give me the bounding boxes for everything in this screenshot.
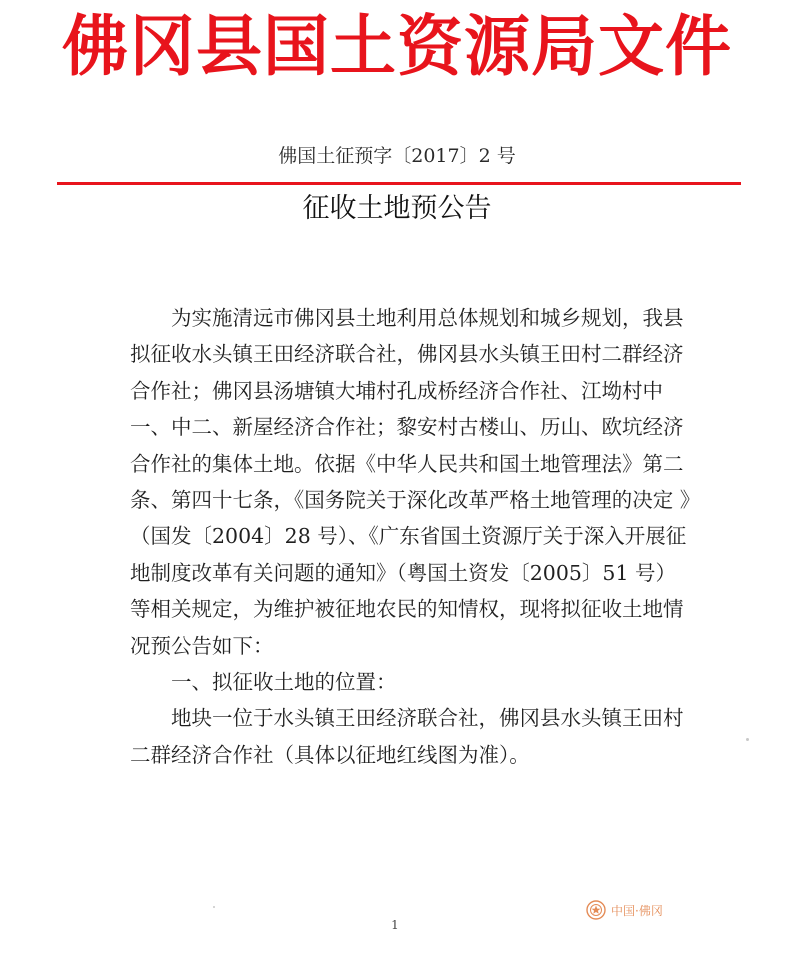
body-paragraph: 地块一位于水头镇王田经济联合社，佛冈县水头镇王田村二群经济合作社（具体以征地红线图为准）。 (130, 706, 684, 767)
page-number: 1 (391, 918, 399, 932)
emblem-icon (585, 899, 607, 921)
document-number: 佛国土征预字〔2017〕2 号 (278, 145, 516, 167)
document-header-title: 佛冈县国土资源局文件 (62, 7, 732, 85)
scan-speck (746, 738, 749, 741)
body-paragraph: 一、拟征收土地的位置： (171, 670, 397, 695)
site-watermark (585, 898, 663, 922)
notice-title: 征收土地预公告 (302, 193, 492, 224)
header-divider (57, 182, 741, 185)
notice-body (130, 300, 690, 773)
watermark-text: 中国·佛冈 (611, 903, 663, 918)
body-paragraph: 为实施清远市佛冈县土地利用总体规划和城乡规划，我县拟征收水头镇王田经济联合社，佛冈县水头镇王田村二群经济合作社；佛冈县汤塘镇大埔村孔成桥经济合作社、江坳村中一、中二、新屋经济合作社；黎安村古楼山、历山、欧坑经济合作社的集体土地。依据《中华人民共和国土地管理法》第二条、第四十七条，《国务院关于深化改革严格土地管理的决定 》（国发〔2004〕28 号）、《广东省国土资源厅关于深入开展征地制度改革有关问题的通知》（粤国土资发〔2005〕51 号）等相关规定，为维护被征地农民的知情权，现将拟征收土地情况预公告如下： (130, 306, 691, 658)
scan-speck (213, 906, 215, 908)
